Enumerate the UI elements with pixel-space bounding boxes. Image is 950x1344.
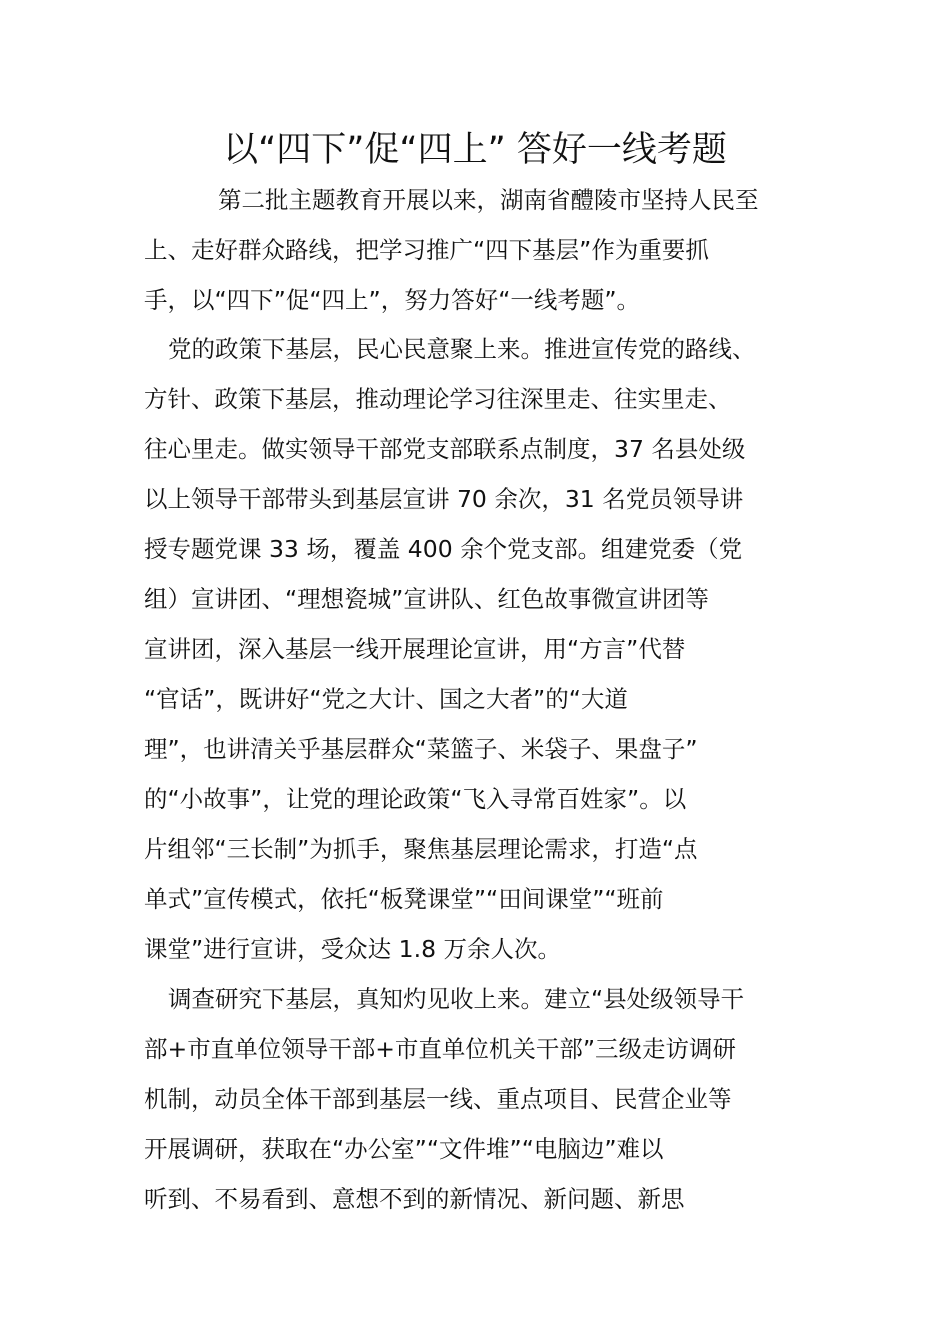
paragraph-line: 单式”宣传模式，依托“板凳课堂”“田间课堂”“班前: [144, 885, 664, 913]
paragraph-line: 部+市直单位领导干部+市直单位机关干部”三级走访调研: [144, 1035, 737, 1063]
paragraph-line: 上、走好群众路线，把学习推广“四下基层”作为重要抓: [144, 236, 709, 264]
paragraph-line: 第二批主题教育开展以来，湖南省醴陵市坚持人民至: [218, 186, 759, 214]
paragraph-line: 党的政策下基层，民心民意聚上来。推进宣传党的路线、: [168, 335, 756, 363]
paragraph-line: 开展调研，获取在“办公室”“文件堆”“电脑边”难以: [144, 1135, 664, 1163]
paragraph-line: 调查研究下基层，真知灼见收上来。建立“县处级领导干: [168, 985, 745, 1013]
paragraph-line: 方针、政策下基层，推动理论学习往深里走、往实里走、: [144, 385, 732, 413]
paragraph-line: 理”，也讲清关乎基层群众“菜篮子、米袋子、果盘子”: [144, 735, 698, 763]
document-title: 以“四下”促“四上” 答好一线考题: [223, 130, 727, 170]
paragraph-line: 以上领导干部带头到基层宣讲 70 余次，31 名党员领导讲: [144, 485, 744, 513]
paragraph-line: 听到、不易看到、意想不到的新情况、新问题、新思: [144, 1185, 685, 1213]
paragraph-line: 的“小故事”，让党的理论政策“飞入寻常百姓家”。以: [144, 785, 687, 813]
paragraph-line: “官话”，既讲好“党之大计、国之大者”的“大道: [144, 685, 628, 713]
paragraph-line: 宣讲团，深入基层一线开展理论宣讲，用“方言”代替: [144, 635, 686, 663]
paragraph-line: 机制，动员全体干部到基层一线、重点项目、民营企业等: [144, 1085, 732, 1113]
paragraph-line: 手，以“四下”促“四上”，努力答好“一线考题”。: [144, 286, 641, 314]
paragraph-line: 往心里走。做实领导干部党支部联系点制度，37 名县处级: [144, 435, 746, 463]
paragraph-line: 课堂”进行宣讲，受众达 1.8 万余人次。: [144, 935, 561, 963]
paragraph-line: 片组邻“三长制”为抓手，聚焦基层理论需求，打造“点: [144, 835, 698, 863]
paragraph-line: 组）宣讲团、“理想瓷城”宣讲队、红色故事微宣讲团等: [144, 585, 709, 613]
paragraph-line: 授专题党课 33 场，覆盖 400 余个党支部。组建党委（党: [144, 535, 743, 563]
